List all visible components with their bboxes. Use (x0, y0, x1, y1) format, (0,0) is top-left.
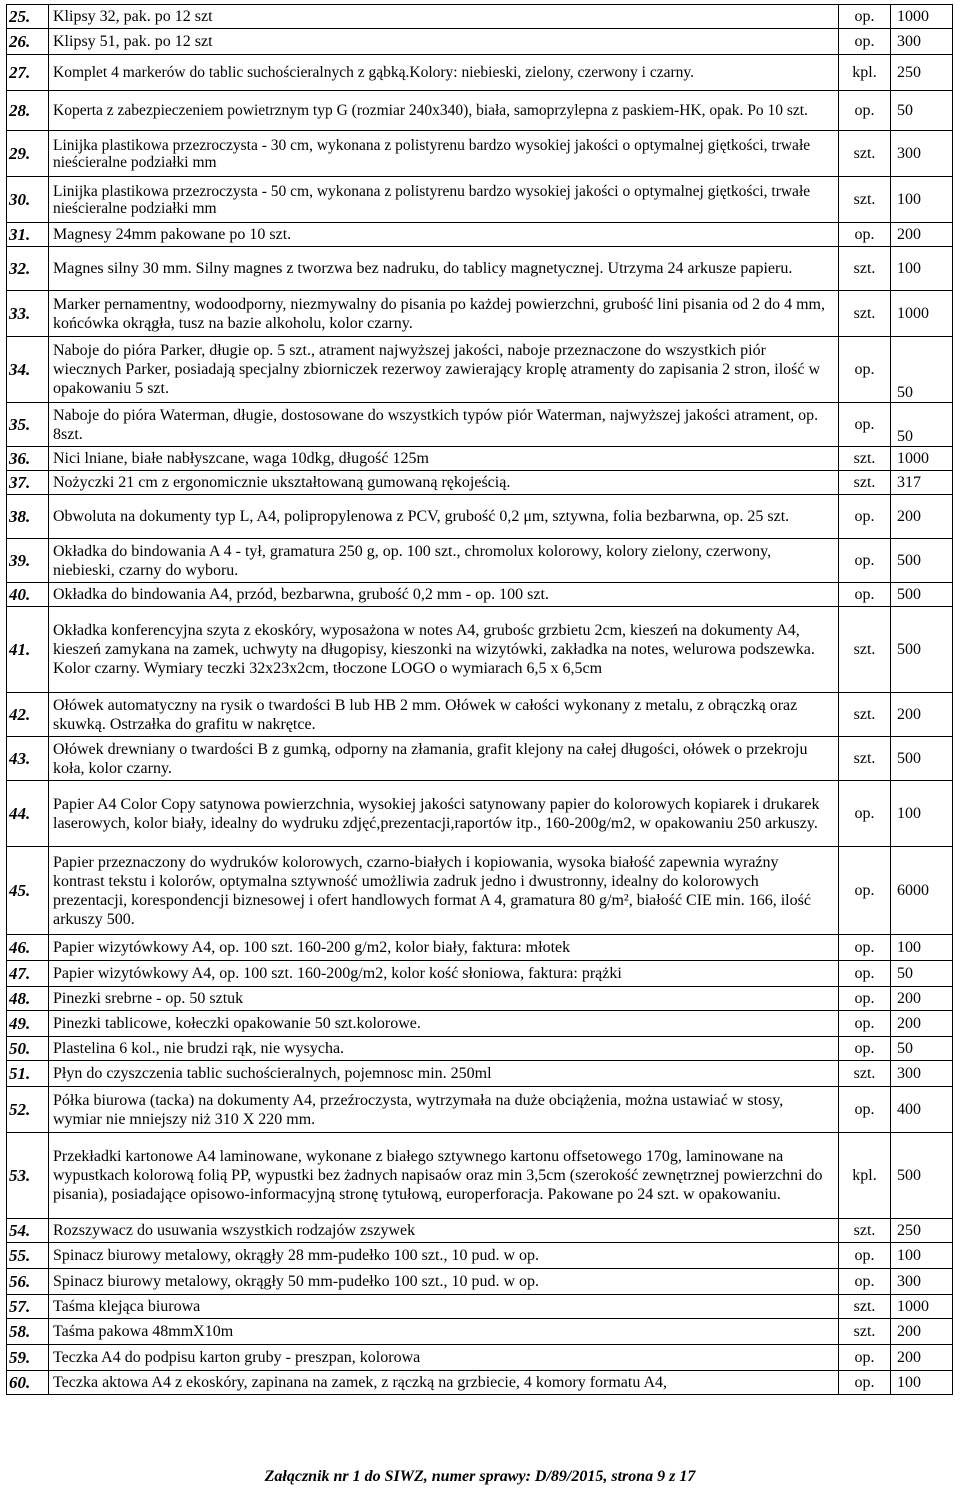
item-quantity: 200 (891, 1319, 953, 1345)
table-row (7, 1037, 953, 1061)
item-number: 29. (7, 131, 49, 177)
item-quantity: 50 (891, 91, 953, 131)
item-number: 41. (7, 607, 49, 693)
item-quantity: 200 (891, 1011, 953, 1037)
item-quantity: 50 (891, 403, 953, 447)
item-unit: op. (839, 781, 891, 847)
item-quantity: 50 (891, 1037, 953, 1061)
item-description: Rozszywacz do usuwania wszystkich rodzajów zszywek (49, 1219, 839, 1243)
table-row (7, 223, 953, 247)
item-description: Przekładki kartonowe A4 laminowane, wykonane z białego sztywnego kartonu offsetowego 170g, laminowane na wypustkach kolorową folią PP, wypustki bez żadnych napisaów oraz min 3,5cm (szerokość zewnętrznej powierzchni do pisania), posiadające opisowo-informacyjną stronę tytułową, europerforacja. Pakowane po 24 szt. w opakowaniu. (49, 1133, 839, 1219)
item-quantity: 200 (891, 495, 953, 539)
item-quantity: 200 (891, 987, 953, 1011)
item-quantity: 200 (891, 693, 953, 737)
table-row (7, 177, 953, 223)
item-unit: op. (839, 403, 891, 447)
table-row (7, 1319, 953, 1345)
item-description: Plastelina 6 kol., nie brudzi rąk, nie wysycha. (49, 1037, 839, 1061)
item-quantity: 50 (891, 337, 953, 403)
table-row (7, 583, 953, 607)
item-quantity: 300 (891, 29, 953, 55)
item-quantity: 100 (891, 247, 953, 291)
table-row (7, 91, 953, 131)
item-description: Spinacz biurowy metalowy, okrągły 28 mm-pudełko 100 szt., 10 pud. w op. (49, 1243, 839, 1269)
table-row (7, 247, 953, 291)
item-unit: kpl. (839, 55, 891, 91)
table-row (7, 131, 953, 177)
item-unit: op. (839, 583, 891, 607)
item-number: 48. (7, 987, 49, 1011)
item-quantity: 317 (891, 471, 953, 495)
item-quantity: 500 (891, 539, 953, 583)
item-unit: op. (839, 935, 891, 961)
item-number: 34. (7, 337, 49, 403)
item-unit: op. (839, 1269, 891, 1295)
item-unit: op. (839, 5, 891, 29)
item-quantity: 100 (891, 1371, 953, 1395)
table-row (7, 291, 953, 337)
item-description: Linijka plastikowa przezroczysta - 30 cm, wykonana z polistyrenu bardzo wysokiej jakości o optymalnej giętkości, trwałe nieścieralne podziałki mm (49, 131, 839, 177)
item-quantity: 6000 (891, 847, 953, 935)
items-table (6, 4, 953, 1395)
table-row (7, 1011, 953, 1037)
item-unit: szt. (839, 447, 891, 471)
item-description: Spinacz biurowy metalowy, okrągły 50 mm-pudełko 100 szt., 10 pud. w op. (49, 1269, 839, 1295)
item-number: 44. (7, 781, 49, 847)
item-number: 55. (7, 1243, 49, 1269)
item-unit: op. (839, 29, 891, 55)
item-quantity: 250 (891, 1219, 953, 1243)
table-row (7, 847, 953, 935)
item-number: 56. (7, 1269, 49, 1295)
item-unit: szt. (839, 247, 891, 291)
item-description: Linijka plastikowa przezroczysta - 50 cm, wykonana z polistyrenu bardzo wysokiej jakości o optymalnej giętkości, trwałe nieścieralne podziałki mm (49, 177, 839, 223)
table-row (7, 1295, 953, 1319)
table-row (7, 607, 953, 693)
table-row (7, 5, 953, 29)
item-description: Ołówek drewniany o twardości B z gumką, odporny na złamania, grafit klejony na całej długości, ołówek o przekroju koła, kolor czarny. (49, 737, 839, 781)
item-unit: op. (839, 337, 891, 403)
item-number: 39. (7, 539, 49, 583)
item-quantity: 500 (891, 737, 953, 781)
table-row (7, 447, 953, 471)
item-description: Nici lniane, białe nabłyszcane, waga 10dkg, długość 125m (49, 447, 839, 471)
item-description: Marker pernamentny, wodoodporny, niezmywalny do pisania po każdej powierzchni, grubość lini pisania od 2 do 4 mm, końcówka okrągła, tusz na bazie alkoholu, kolor czarny. (49, 291, 839, 337)
table-row (7, 471, 953, 495)
item-unit: szt. (839, 693, 891, 737)
item-number: 57. (7, 1295, 49, 1319)
item-description: Papier wizytówkowy A4, op. 100 szt. 160-200g/m2, kolor kość słoniowa, faktura: prążki (49, 961, 839, 987)
item-description: Okładka do bindowania A4, przód, bezbarwna, grubość 0,2 mm - op. 100 szt. (49, 583, 839, 607)
item-number: 31. (7, 223, 49, 247)
item-number: 30. (7, 177, 49, 223)
item-quantity: 1000 (891, 5, 953, 29)
item-unit: szt. (839, 1219, 891, 1243)
table-row (7, 495, 953, 539)
item-number: 59. (7, 1345, 49, 1371)
item-number: 46. (7, 935, 49, 961)
item-number: 45. (7, 847, 49, 935)
item-unit: szt. (839, 291, 891, 337)
table-row (7, 1087, 953, 1133)
item-quantity: 300 (891, 1269, 953, 1295)
item-number: 49. (7, 1011, 49, 1037)
item-quantity: 200 (891, 223, 953, 247)
item-description: Okładka konferencyjna szyta z ekoskóry, wyposażona w notes A4, grubośc grzbietu 2cm, kieszeń na dokumenty A4, kieszeń zamykana na zamek, uchwyty na długopisy, kieszonki na wizytówki, zakładka na notes, welurowa podszewka. Kolor czarny. Wymiary teczki 32x23x2cm, tłoczone LOGO o wymiarach 6,5 x 6,5cm (49, 607, 839, 693)
item-description: Klipsy 51, pak. po 12 szt (49, 29, 839, 55)
item-unit: op. (839, 223, 891, 247)
item-unit: szt. (839, 1061, 891, 1087)
item-number: 60. (7, 1371, 49, 1395)
items-table-container (6, 4, 952, 1395)
item-unit: kpl. (839, 1133, 891, 1219)
item-description: Okładka do bindowania A 4 - tył, gramatura 250 g, op. 100 szt., chromolux kolorowy, kolory zielony, czerwony, niebieski, czarny do wyboru. (49, 539, 839, 583)
table-row (7, 1219, 953, 1243)
item-number: 51. (7, 1061, 49, 1087)
item-quantity: 100 (891, 935, 953, 961)
table-row (7, 935, 953, 961)
item-description: Płyn do czyszczenia tablic suchościeralnych, pojemnosc min. 250ml (49, 1061, 839, 1087)
item-description: Ołówek automatyczny na rysik o twardości B lub HB 2 mm. Ołówek w całości wykonany z metalu, z obrączką oraz skuwką. Ostrzałka do grafitu w nakrętce. (49, 693, 839, 737)
item-description: Taśma pakowa 48mmX10m (49, 1319, 839, 1345)
table-row (7, 1243, 953, 1269)
item-description: Obwoluta na dokumenty typ L, A4, polipropylenowa z PCV, grubość 0,2 μm, sztywna, folia bezbarwna, op. 25 szt. (49, 495, 839, 539)
table-row (7, 1345, 953, 1371)
item-unit: op. (839, 1243, 891, 1269)
item-number: 50. (7, 1037, 49, 1061)
item-unit: op. (839, 1345, 891, 1371)
item-description: Naboje do pióra Waterman, długie, dostosowane do wszystkich typów piór Waterman, najwyższej jakości atrament, op. 8szt. (49, 403, 839, 447)
item-number: 27. (7, 55, 49, 91)
table-row (7, 693, 953, 737)
item-description: Komplet 4 markerów do tablic suchościeralnych z gąbką.Kolory: niebieski, zielony, czerwony i czarny. (49, 55, 839, 91)
item-number: 38. (7, 495, 49, 539)
item-quantity: 1000 (891, 1295, 953, 1319)
item-number: 25. (7, 5, 49, 29)
table-row (7, 403, 953, 447)
table-row (7, 987, 953, 1011)
table-row (7, 1269, 953, 1295)
item-number: 35. (7, 403, 49, 447)
table-row (7, 29, 953, 55)
table-row (7, 539, 953, 583)
item-description: Pinezki tablicowe, kołeczki opakowanie 50 szt.kolorowe. (49, 1011, 839, 1037)
item-unit: szt. (839, 607, 891, 693)
item-quantity: 500 (891, 583, 953, 607)
page-footer: Załącznik nr 1 do SIWZ, numer sprawy: D/89/2015, strona 9 z 17 (264, 1468, 696, 1485)
item-description: Papier wizytówkowy A4, op. 100 szt. 160-200 g/m2, kolor biały, faktura: młotek (49, 935, 839, 961)
item-quantity: 250 (891, 55, 953, 91)
item-number: 33. (7, 291, 49, 337)
item-unit: szt. (839, 1295, 891, 1319)
item-unit: op. (839, 1037, 891, 1061)
item-unit: szt. (839, 471, 891, 495)
item-unit: op. (839, 539, 891, 583)
item-quantity: 100 (891, 781, 953, 847)
item-quantity: 1000 (891, 447, 953, 471)
item-description: Pinezki srebrne - op. 50 sztuk (49, 987, 839, 1011)
table-row (7, 737, 953, 781)
item-quantity: 100 (891, 1243, 953, 1269)
item-unit: op. (839, 1371, 891, 1395)
item-description: Taśma klejąca biurowa (49, 1295, 839, 1319)
item-number: 43. (7, 737, 49, 781)
item-description: Nożyczki 21 cm z ergonomicznie ukształtowaną gumowaną rękojeścią. (49, 471, 839, 495)
item-quantity: 300 (891, 131, 953, 177)
item-quantity: 500 (891, 1133, 953, 1219)
item-quantity: 1000 (891, 291, 953, 337)
item-description: Półka biurowa (tacka) na dokumenty A4, przeźroczysta, wytrzymała na duże obciążenia, można ustawiać w stosy, wymiar nie mniejszy niż 310 X 220 mm. (49, 1087, 839, 1133)
item-description: Magnesy 24mm pakowane po 10 szt. (49, 223, 839, 247)
items-table-body (7, 5, 953, 1395)
item-description: Papier przeznaczony do wydruków kolorowych, czarno-białych i kopiowania, wysoka białość zapewnia wyraźny kontrast tekstu i kolorów, optymalna sztywność umożliwia zadruk jedno i dwustronny, idealny do kolorowych prezentacji, korespondencji biznesowej i ofert handlowych format A 4, gramatura 80 g/m², białość CIE min. 166, ilość arkuszy 500. (49, 847, 839, 935)
table-row (7, 1371, 953, 1395)
item-description: Magnes silny 30 mm. Silny magnes z tworzwa bez nadruku, do tablicy magnetycznej. Utrzyma 24 arkusze papieru. (49, 247, 839, 291)
item-unit: op. (839, 91, 891, 131)
item-number: 32. (7, 247, 49, 291)
item-description: Klipsy 32, pak. po 12 szt (49, 5, 839, 29)
item-quantity: 400 (891, 1087, 953, 1133)
item-description: Teczka A4 do podpisu karton gruby - preszpan, kolorowa (49, 1345, 839, 1371)
item-unit: szt. (839, 177, 891, 223)
item-unit: op. (839, 961, 891, 987)
item-quantity: 50 (891, 961, 953, 987)
item-number: 26. (7, 29, 49, 55)
item-quantity: 500 (891, 607, 953, 693)
item-number: 40. (7, 583, 49, 607)
item-number: 58. (7, 1319, 49, 1345)
item-unit: op. (839, 1011, 891, 1037)
table-row (7, 337, 953, 403)
item-unit: szt. (839, 1319, 891, 1345)
item-unit: szt. (839, 131, 891, 177)
item-number: 47. (7, 961, 49, 987)
item-quantity: 300 (891, 1061, 953, 1087)
item-unit: szt. (839, 737, 891, 781)
item-number: 42. (7, 693, 49, 737)
table-row (7, 781, 953, 847)
item-number: 36. (7, 447, 49, 471)
item-description: Naboje do pióra Parker, długie op. 5 szt., atrament najwyższej jakości, naboje przeznaczone do wszystkich piór wiecznych Parker, posiadają specjalny zbiorniczek rezerwoy zawierający kroplę atramenty do zapisania 2 stron, ilość w opakowaniu 5 szt. (49, 337, 839, 403)
table-row (7, 1061, 953, 1087)
table-row (7, 55, 953, 91)
item-description: Papier A4 Color Copy satynowa powierzchnia, wysokiej jakości satynowany papier do kolorowych kopiarek i drukarek laserowych, kolor biały, idealny do wydruku zdjęć,prezentacji,raportów itp., 160-200g/m2, w opakowaniu 250 arkuszy. (49, 781, 839, 847)
item-unit: op. (839, 495, 891, 539)
table-row (7, 961, 953, 987)
item-description: Teczka aktowa A4 z ekoskóry, zapinana na zamek, z rączką na grzbiecie, 4 komory formatu A4, (49, 1371, 839, 1395)
item-unit: op. (839, 847, 891, 935)
item-number: 54. (7, 1219, 49, 1243)
item-unit: op. (839, 987, 891, 1011)
item-number: 52. (7, 1087, 49, 1133)
item-quantity: 100 (891, 177, 953, 223)
item-description: Koperta z zabezpieczeniem powietrznym typ G (rozmiar 240x340), biała, samoprzylepna z paskiem-HK, opak. Po 10 szt. (49, 91, 839, 131)
table-row (7, 1133, 953, 1219)
item-quantity: 200 (891, 1345, 953, 1371)
item-number: 37. (7, 471, 49, 495)
item-number: 28. (7, 91, 49, 131)
item-number: 53. (7, 1133, 49, 1219)
item-unit: op. (839, 1087, 891, 1133)
